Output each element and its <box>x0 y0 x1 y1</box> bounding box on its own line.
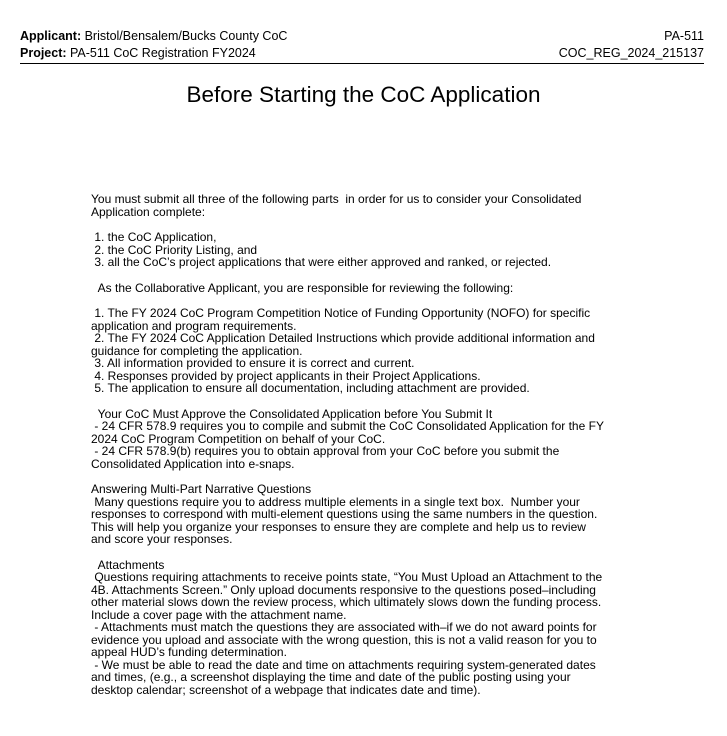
section-heading: Attachments <box>91 557 165 572</box>
header-divider <box>20 63 704 64</box>
text-line: appeal HUD’s funding determination. <box>91 645 287 659</box>
coc-code: PA-511 <box>664 29 704 43</box>
page-title: Before Starting the CoC Application <box>186 82 541 107</box>
multipart-section <box>91 483 651 546</box>
list-item: 1. the CoC Application, <box>91 230 217 244</box>
text-line: Application complete: <box>91 204 206 219</box>
intro-paragraph <box>91 193 651 218</box>
project-value: PA-511 CoC Registration FY2024 <box>66 46 256 60</box>
text-line: - We must be able to read the date and time on attachments requiring system-generated dates <box>91 657 596 672</box>
text-line: This will help you organize your responses to ensure they are complete and help us to review <box>91 519 586 534</box>
text-line: and score your responses. <box>91 532 233 546</box>
text-line: Include a cover page with the attachment name. <box>91 607 347 622</box>
text-line: evidence you upload and associate with the wrong question, this is not a valid reason for you to <box>91 632 597 647</box>
applicant-value: Bristol/Bensalem/Bucks County CoC <box>81 29 288 43</box>
collaborative-intro: As the Collaborative Applicant, you are responsible for reviewing the following: <box>91 280 514 295</box>
text-line: other material slows down the review process, which ultimately slows down the funding process. <box>91 595 602 609</box>
text-line: - Attachments must match the questions they are associated with–if we do not award points for <box>91 620 597 634</box>
approval-section <box>91 408 651 471</box>
attachments-section <box>91 559 651 697</box>
text-line: You must submit all three of the following parts in order for us to consider your Consolidated <box>91 192 582 206</box>
text-line: Questions requiring attachments to receive points state, “You Must Upload an Attachment to the <box>91 570 603 584</box>
review-list <box>91 307 651 395</box>
text-line: - 24 CFR 578.9(b) requires you to obtain approval from your CoC before you submit the <box>91 444 560 458</box>
applicant-label: Applicant: <box>20 29 82 43</box>
list-item: 3. all the CoC’s project applications that were either approved and ranked, or rejected. <box>91 255 552 269</box>
header-project-row <box>20 46 704 61</box>
list-item: 5. The application to ensure all documentation, including attachment are provided. <box>91 381 530 395</box>
project-label: Project: <box>20 46 67 60</box>
section-heading: Answering Multi-Part Narrative Questions <box>91 482 312 496</box>
list-item: 1. The FY 2024 CoC Program Competition Notice of Funding Opportunity (NOFO) for specific <box>91 306 591 320</box>
list-item: guidance for completing the application. <box>91 343 303 358</box>
text-line: 4B. Attachments Screen.” Only upload documents responsive to the questions posed–including <box>91 582 596 597</box>
list-item: 3. All information provided to ensure it is correct and current. <box>91 356 415 370</box>
list-item: 2. The FY 2024 CoC Application Detailed Instructions which provide additional information and <box>91 331 595 345</box>
header-applicant-row <box>20 29 704 44</box>
text-line: desktop calendar; screenshot of a webpage that indicates date and time). <box>91 682 481 697</box>
text-line: and times, (e.g., a screenshot displaying the time and date of the public posting using your <box>91 670 571 684</box>
list-item: 4. Responses provided by project applicants in their Project Applications. <box>91 368 481 383</box>
parts-list <box>91 231 651 269</box>
text-line: - 24 CFR 578.9 requires you to compile and submit the CoC Consolidated Application for the FY <box>91 419 604 433</box>
list-item: application and program requirements. <box>91 318 297 333</box>
section-heading: Your CoC Must Approve the Consolidated Application before You Submit It <box>91 406 493 421</box>
text-line: Many questions require you to address multiple elements in a single text box. Number your <box>91 494 580 509</box>
text-line: responses to correspond with multi-element questions using the same numbers in the question. <box>91 507 598 521</box>
text-line: 2024 CoC Program Competition on behalf of your CoC. <box>91 431 386 446</box>
document-body <box>91 193 651 696</box>
registration-id: COC_REG_2024_215137 <box>558 46 704 60</box>
list-item: 2. the CoC Priority Listing, and <box>91 242 258 257</box>
text-line: Consolidated Application into e-snaps. <box>91 456 295 471</box>
